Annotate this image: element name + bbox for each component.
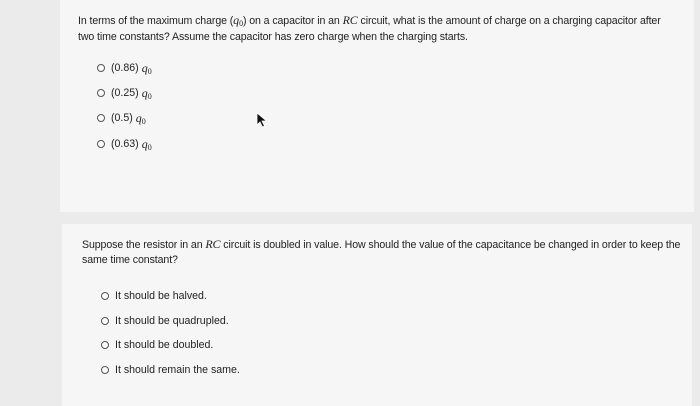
rc-symbol: RC — [342, 13, 358, 27]
q0-symbol: q0 — [141, 60, 152, 76]
radio-circle-icon[interactable] — [101, 292, 109, 300]
radio-circle-icon[interactable] — [101, 317, 109, 325]
radio-circle-icon[interactable] — [101, 341, 109, 349]
question-1-text-part: circuit, what is the amount of charge on a charging capacitor after two time constants? Assume the capacitor has zero charge when the charging starts. — [78, 15, 661, 43]
option-label: It should be halved. — [115, 290, 207, 302]
radio-circle-icon[interactable] — [97, 89, 105, 97]
q2-option-2[interactable] — [101, 314, 229, 328]
q1-option-2[interactable] — [97, 86, 152, 100]
q0-symbol: q0 — [233, 13, 243, 28]
option-label: It should remain the same. — [115, 364, 240, 376]
q2-option-1[interactable] — [101, 289, 207, 303]
question-1-text — [78, 13, 678, 44]
q0-symbol: q0 — [135, 110, 146, 126]
q0-symbol: q0 — [141, 136, 152, 152]
question-1-text-part: ) on a capacitor in an — [242, 15, 343, 27]
question-2-text-part: circuit is doubled in value. How should the value of the capacitance be changed in order to keep the same time constant? — [82, 239, 681, 266]
radio-circle-icon[interactable] — [97, 140, 105, 148]
q2-option-3[interactable] — [101, 338, 213, 352]
q2-option-4[interactable] — [101, 363, 240, 377]
q1-option-4[interactable] — [97, 137, 152, 151]
mouse-pointer-icon — [256, 112, 268, 128]
q1-option-1[interactable] — [97, 61, 152, 75]
option-label: (0.25) — [111, 87, 139, 99]
option-label: (0.5) — [111, 112, 133, 124]
question-2-text — [82, 237, 686, 267]
option-label: (0.86) — [111, 62, 139, 74]
q1-option-3[interactable] — [97, 111, 146, 125]
option-label: (0.63) — [111, 138, 139, 150]
rc-symbol: RC — [205, 237, 221, 251]
question-2-text-part: Suppose the resistor in an — [82, 239, 206, 251]
radio-circle-icon[interactable] — [101, 366, 109, 374]
radio-circle-icon[interactable] — [97, 114, 105, 122]
question-1-text-part: In terms of the maximum charge ( — [78, 15, 234, 27]
option-label: It should be quadrupled. — [115, 315, 229, 327]
radio-circle-icon[interactable] — [97, 64, 105, 72]
q0-symbol: q0 — [141, 85, 152, 101]
option-label: It should be doubled. — [115, 339, 214, 351]
